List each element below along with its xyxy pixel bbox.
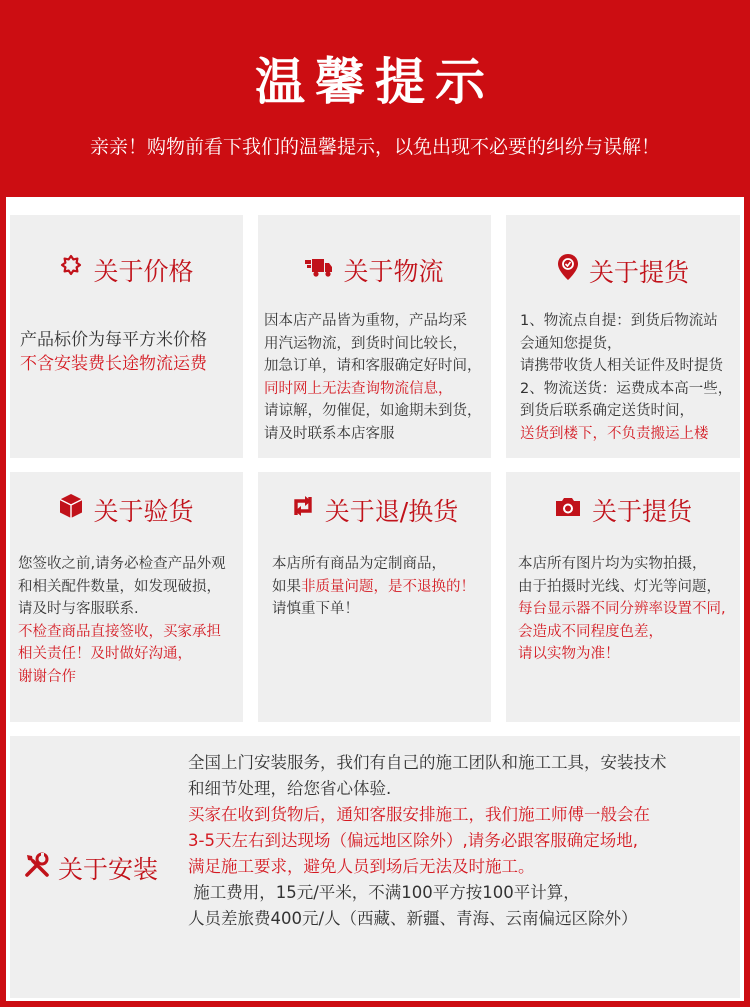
install-line-6: 施工费用，15元/平米，不满100平方按100平计算， <box>188 883 580 902</box>
install-line-2: 和细节处理，给您省心体验. <box>188 779 392 798</box>
card-pickup <box>506 215 740 458</box>
pickup-line-1: 1、物流点自提：到货后物流站 <box>520 313 718 329</box>
return-line-2b: 非质量问题，是不退换的！ <box>301 578 475 595</box>
pickup-line-5: 到货后联系确定送货时间， <box>520 403 694 419</box>
photo-line-5: 请以实物为准！ <box>518 646 620 662</box>
inspect-line-2: 和相关配件数量，如发现破损， <box>18 578 221 595</box>
logistics-line-6: 请及时联系本店客服 <box>264 425 395 442</box>
card-inspect <box>10 472 243 722</box>
inspect-line-3: 请及时与客服联系. <box>18 601 139 617</box>
location-pin-icon <box>557 253 579 289</box>
photo-line-1: 本店所有图片均为实物拍摄， <box>518 556 707 572</box>
card-logistics-title: 关于物流 <box>343 257 444 286</box>
page-subtitle: 亲亲！购物前看下我们的温馨提示，以免出现不必要的纠纷与误解！ <box>89 136 660 158</box>
card-pickup-title: 关于提货 <box>588 258 689 287</box>
photo-line-3: 每台显示器不同分辨率设置不同, <box>518 601 726 617</box>
header-banner <box>0 0 750 195</box>
install-line-7: 人员差旅费400元/人（西藏、新疆、青海、云南偏远区除外） <box>188 909 638 928</box>
return-line-2a: 如果 <box>272 578 301 595</box>
photo-line-2: 由于拍摄时光线、灯光等问题， <box>518 578 721 595</box>
photo-line-4: 会造成不同程度色差， <box>518 623 663 640</box>
camera-icon <box>554 494 582 526</box>
install-line-1: 全国上门安装服务，我们有自己的施工团队和施工工具，安装技术 <box>188 753 667 772</box>
card-install <box>10 736 740 998</box>
pickup-line-2: 会通知您提货， <box>520 335 622 352</box>
gear-icon <box>59 254 83 286</box>
price-line-2: 不含安装费长途物流运费 <box>20 354 207 374</box>
price-line-1: 产品标价为每平方米价格 <box>20 330 207 350</box>
card-install-title: 关于安装 <box>58 855 159 884</box>
return-line-1: 本店所有商品为定制商品， <box>272 556 446 572</box>
inspect-line-4: 不检查商品直接签收，买家承担 <box>18 623 221 640</box>
card-logistics <box>258 215 491 458</box>
page-title: 温馨提示 <box>255 53 495 111</box>
pickup-line-3: 请携带收货人相关证件及时提货 <box>520 358 723 374</box>
logistics-line-5: 请谅解，勿催促，如逾期未到货， <box>264 403 482 419</box>
return-line-3: 请慎重下单！ <box>272 601 359 617</box>
tips-panel <box>6 197 744 1001</box>
install-line-3: 买家在收到货物后，通知客服安排施工，我们施工师傅一般会在 <box>188 805 650 824</box>
inspect-line-1: 您签收之前,请务必检查产品外观 <box>18 556 226 572</box>
card-photo-title: 关于提货 <box>591 497 692 526</box>
pickup-line-6: 送货到楼下，不负责搬运上楼 <box>520 425 709 442</box>
card-return-title: 关于退/换货 <box>324 497 459 526</box>
inspect-line-6: 谢谢合作 <box>18 668 76 685</box>
card-photo <box>506 472 740 722</box>
logistics-line-1: 因本店产品皆为重物，产品均采 <box>264 313 467 329</box>
install-line-5: 满足施工要求，避免人员到场后无法及时施工。 <box>188 857 535 876</box>
exchange-icon <box>291 493 315 527</box>
logistics-line-3: 加急订单，请和客服确定好时间， <box>264 358 482 374</box>
inspect-line-5: 相关责任！及时做好沟通， <box>18 646 192 662</box>
card-return <box>258 472 491 722</box>
logistics-line-4: 同时网上无法查询物流信息， <box>264 380 453 397</box>
pickup-line-4: 2、物流送货：运费成本高一些， <box>520 380 733 397</box>
logistics-line-2: 用汽运物流，到货时间比较长， <box>264 335 467 352</box>
truck-icon <box>305 254 333 286</box>
card-price <box>10 215 243 458</box>
install-line-4: 3-5天左右到达现场（偏远地区除外）,请务必跟客服确定场地, <box>188 831 638 850</box>
card-inspect-title: 关于验货 <box>93 497 194 526</box>
box-icon <box>59 493 83 527</box>
tools-icon <box>24 852 50 886</box>
card-price-title: 关于价格 <box>93 257 194 286</box>
